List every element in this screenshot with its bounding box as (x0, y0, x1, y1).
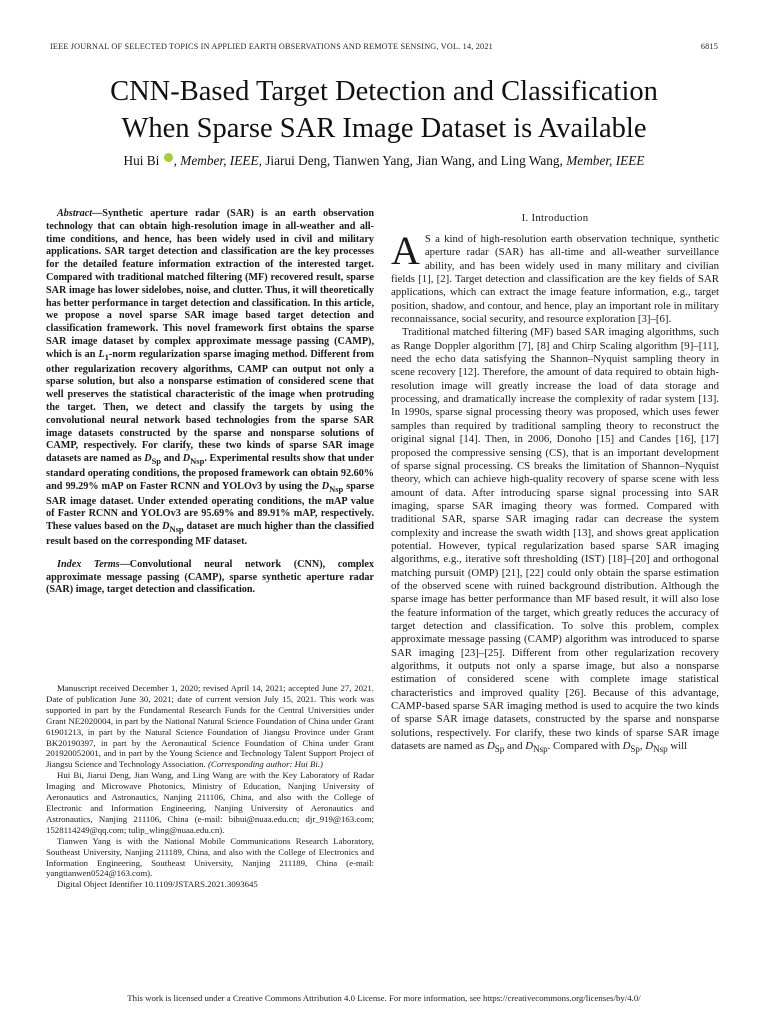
footnote-affiliation-1: Hui Bi, Jiarui Deng, Jian Wang, and Ling Wang are with the Key Laboratory of Radar Imaging and Microwave Photonics, Ministry of Education, Nanjing University of Aeronautics and Astronautics, Nanjing 211106, China, and also with the College of Electronic and Information Engineering, Nanjing University of Aeronautics and Astronautics, Nanjing 211106, China (e-mail: bihui@nuaa.edu.cn; djr_919@163.com; 1528114249@qq.com; tulip_wling@nuaa.edu.cn). (46, 770, 374, 835)
footnote-funding: Manuscript received December 1, 2020; revised April 14, 2021; accepted June 27, 2021. Date of publication June 30, 2021; date of current version July 15, 2021. This work was supported in part by the Fundamental Research Funds for the Central Universities under Grant NE2020004, in part by the National Natural Science Foundation of China under Grant 61901213, in part by the Natural Science Foundation of Jiangsu Province under Grant BK20190397, in part by the Aeronautical Science Foundation of China under Grant 201920052001, and in part by the Young Science and Technology Talent Support Project of Jiangsu Science and Technology Association. (Corresponding author: Hui Bi.) (46, 683, 374, 770)
abstract-text-5: dataset are much higher than the classified result based on the corresponding MF dataset. (46, 521, 375, 548)
intro-paragraph-2: Traditional matched filtering (MF) based SAR imaging algorithms, such as Range Doppler algorithm [7], [8] and Chirp Scaling algorithm [9]–[11], need the echo data satisfying the Shannon–Nyquist sampling theory in scene recovery [12]. Therefore, the amount of data required to obtain high-resolution image will greatly increase the load of data storage and processing, and dramatically increase the complexity of radar system [13]. In 1990s, sparse signal processing theory was proposed, which uses fewer samples than required by traditional sampling theory to reconstruct the original signal [14]. Then, in 2006, Donoho [15] and Candes [16], [17] proposed the compressive sensing (CS), that is an important development of sparse signal processing. CS breaks the limitation of Shannon–Nyquist theory, which can achieve high-quality recovery of sparse scene with less amount of data. After introducing sparse signal processing into SAR imaging, sparse SAR imaging theory was formed. Compared with traditional SAR, sparse SAR imaging radar can decrease the system complexity and increase the swath width [13], and shows great application potential. However, typical regularization based sparse SAR imaging algorithms, e.g., iterative soft thresholding (IST) [18]–[20] and orthogonal matching pursuit (OMP) [21], [22] could only obtain the sparse estimation of the observed scene with ruined background distribution. Although the sparse image has better performance than MF based result, it will also lose the feature information of the target, which greatly reduces the accuracy of target detection and classification. To solve this problem, complex approximate message passing (CAMP) algorithm was introduced to sparse SAR imaging [23]–[25]. Different from other regularization recovery algorithms, it outputs not only a sparse image, but also a nonsparse estimation of considered scene with complete image statistical characteristics and improved quality [26]. Because of this advantage, CAMP-based sparse SAR imaging method is used to acquire the two kinds of sparse SAR image datasets, constructed by the sparse and nonsparse solutions, respectively. For clarify, these two kinds of sparse SAR image datasets are named as $D_{Sp}$ and $D_{Nsp}$. Compared with $D_{Sp}$, $D_{Nsp}$ will (391, 326, 719, 755)
orcid-icon[interactable] (164, 153, 173, 162)
section-heading: I. Introduction (521, 212, 589, 224)
footnote-doi: Digital Object Identifier 10.1109/JSTARS.2021.3093645 (57, 879, 258, 890)
corresponding-author: (Corresponding author: Hui Bi.) (205, 759, 323, 770)
abstract-text-1: Synthetic aperture radar (SAR) is an earth observation technology that can obtain high-resolution image in all-weather and all-time conditions, and hence, has been widely used in civil and military applications. SAR target detection and classification are the key processes for the detailed feature information extraction of the interested target. Compared with traditional matched filtering (MF) recovered result, sparse SAR image has lower sidelobes, noise, and clutter. Thus, it will theoretically has better performance in target detection and classification. In this article, we propose a novel sparse SAR image based target detection and classification framework. This novel framework first obtains the sparse SAR image dataset by complex approximate message passing (CAMP), which is an (46, 208, 374, 360)
intro-paragraph-1: A S a kind of high-resolution earth observation technique, synthetic aperture radar (SAR) has all-time and all-weather surveillance ability, and has been widely used in many military and civilian fields [1], [2]. Target detection and classification are the key fields of SAR applications, which can extract the image feature information, e.g., target position, shadow, and contour, and hence, play an important role in military reconnaissance, social security, and resource exploration [3]–[6]. (391, 228, 719, 326)
footnote-affiliation-2: Tianwen Yang is with the National Mobile Communications Research Laboratory, Southeast University, Nanjing 211189, China, and also with the College of Electronics and Information Engineering, Southeast University, Nanjing 211189, China (e-mail: yangtianwen0524@163.com). (46, 835, 374, 879)
page-number: 6815 (700, 42, 718, 51)
abstract-text-3: . Experimental results show that under standard operating conditions, the proposed framework can obtain 92.60% and 99.29% mAP on Faster RCNN and YOLOv3 by using the (46, 453, 374, 492)
title-line-2: When Sparse SAR Image Dataset is Available (121, 113, 647, 144)
index-terms-lead: Index Terms (57, 558, 120, 570)
abstract-lead: Abstract (57, 208, 93, 219)
first-author: Hui Bi (123, 153, 160, 168)
left-column (46, 208, 374, 607)
author-list (40, 153, 728, 169)
license-notice: This work is licensed under a Creative Commons Attribution 4.0 License. For more information, see https://creativecommons.org/licenses/by/4.0/ (127, 993, 641, 1003)
other-authors: , Jiarui Deng, Tianwen Yang, Jian Wang, and Ling Wang, (258, 153, 563, 168)
drop-cap: A (391, 228, 420, 273)
index-terms-text: Convolutional neural network (CNN), complex approximate message passing (CAMP), sparse synthetic aperture radar (SAR) image, target detection and classification. (46, 558, 374, 596)
abstract-text-2: -norm regularization sparse imaging method. Different from other regularization recovery algorithms, CAMP can output not only a sparse solution, but also a nonsparse estimation of considered scene that well preserves the statistical characteristic of the image when protruding the target. Then, we detect and classify the targets by using the convolutional neural network based technologies from the sparse SAR image datasets constructed by the sparse and nonsparse solutions of CAMP, respectively. For clarify, these two kinds of sparse SAR image datasets are named as (46, 348, 374, 465)
title-line-1: CNN-Based Target Detection and Classification (110, 76, 658, 107)
abstract: Abstract—Synthetic aperture radar (SAR) is an earth observation technology that can obtain high-resolution image in all-weather and all-time conditions, and hence, has been widely used in civil and military applications. SAR target detection and classification are the key processes for the detailed feature information extraction of the interested target. Compared with traditional matched filtering (MF) recovered result, sparse SAR image has lower sidelobes, noise, and clutter. Thus, it will theoretically has better performance in target detection and classification. In this article, we propose a novel sparse SAR image based target detection and classification framework. This novel framework first obtains the sparse SAR image dataset by complex approximate message passing (CAMP), which is an $L_1$-norm regularization sparse imaging method. Different from other regularization recovery algorithms, CAMP can output not only a sparse solution, but also a nonsparse estimation of considered scene that well preserves the statistical characteristic of the image when protruding the target. Then, we detect and classify the targets by using the convolutional neural network based technologies from the sparse SAR image datasets constructed by the sparse and nonsparse solutions of CAMP, respectively. For clarify, these two kinds of sparse SAR image datasets are named as $D_{Sp}$ and $D_{Nsp}$. Experimental results show that under standard operating conditions, the proposed framework can obtain 92.60% and 99.29% mAP on Faster RCNN and YOLOv3 by using the $D_{Nsp}$ sparse SAR image dataset. Under extended operating conditions, the mAP value of Faster RCNN and YOLOv3 are 95.69% and 89.91% mAP, respectively. These values based on the $D_{Nsp}$ dataset are much higher than the classified result based on the corresponding MF dataset. (46, 208, 375, 548)
footnotes (46, 683, 374, 890)
abstract-text-4: sparse SAR image dataset. Under extended operating conditions, the mAP value of Faster RCNN and YOLOv3 are 95.69% and 89.91% mAP, respectively. These values based on the (46, 480, 374, 533)
right-column (391, 208, 719, 757)
index-terms: Index Terms—Convolutional neural network (CNN), complex approximate message passing (CAMP), sparse synthetic aperture radar (SAR) image, target detection and classification. (46, 558, 374, 596)
paper-title (40, 73, 728, 147)
running-head (50, 42, 718, 51)
first-author-role: , Member, IEEE (173, 153, 259, 168)
last-author-role: Member, IEEE (562, 153, 645, 168)
journal-name: IEEE JOURNAL OF SELECTED TOPICS IN APPLIED EARTH OBSERVATIONS AND REMOTE SENSING, VOL. 14, 2021 (50, 42, 493, 51)
